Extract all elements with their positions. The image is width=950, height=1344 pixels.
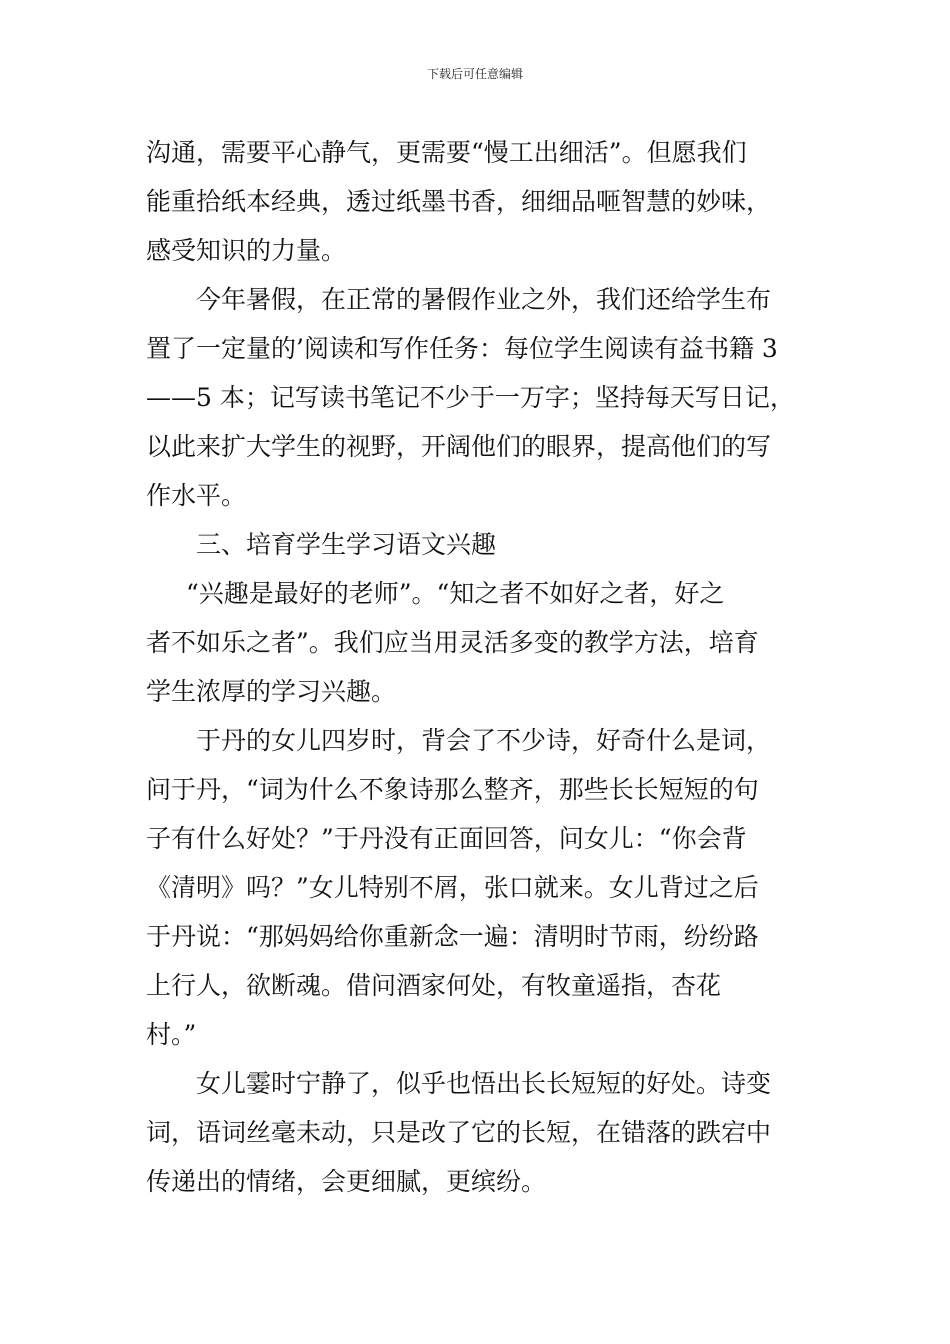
text-line: ——5 本；记写读书笔记不少于一万字；坚持每天写日记， [146,383,795,412]
text-line: 学生浓厚的学习兴趣。 [146,677,397,706]
text-line: 于丹说：“那妈妈给你重新念一遍：清明时节雨，纷纷路 [146,922,759,951]
text-line: 置了一定量的’阅读和写作任务：每位学生阅读有益书籍 3 [146,334,778,363]
text-line: 村。” [146,1020,197,1049]
document-body [146,128,814,1206]
text-line: 沟通，需要平心静气，更需要“慢工出细活”。但愿我们 [146,138,747,167]
text-line: 作水平。 [146,481,247,510]
page-header: 下载后可任意编辑 [426,67,523,81]
text-line: 问于丹，“词为什么不象诗那么整齐，那些长长短短的句 [146,775,759,804]
text-line: 传递出的情绪，会更细腻，更缤纷。 [146,1167,547,1196]
text-line: 上行人，欲断魂。借问酒家何处，有牧童遥指，杏花 [146,971,722,1000]
text-line: 《清明》吗？”女儿特别不屑，张口就来。女儿背过之后 [146,873,759,902]
section-heading: 三、培育学生学习语文兴趣 [196,530,497,559]
text-line: 以此来扩大学生的视野，开阔他们的眼界，提高他们的写 [146,432,772,461]
text-line: 感受知识的力量。 [146,236,347,265]
text-line: 者不如乐之者”。我们应当用灵活多变的教学方法，培育 [146,628,759,657]
paragraph-start: 于丹的女儿四岁时，背会了不少诗，好奇什么是词， [196,726,772,755]
text-line: 能重拾纸本经典，透过纸墨书香，细细品咂智慧的妙味， [146,187,772,216]
paragraph-start: “兴趣是最好的老师”。“知之者不如好之者，好之 [186,579,725,608]
paragraph-start: 女儿霎时宁静了，似乎也悟出长长短短的好处。诗变 [196,1069,772,1098]
text-line: 词，语词丝毫未动，只是改了它的长短，在错落的跌宕中 [146,1118,772,1147]
paragraph-start: 今年暑假，在正常的暑假作业之外，我们还给学生布 [196,285,772,314]
text-line: 子有什么好处？”于丹没有正面回答，问女儿：“你会背 [146,824,747,853]
